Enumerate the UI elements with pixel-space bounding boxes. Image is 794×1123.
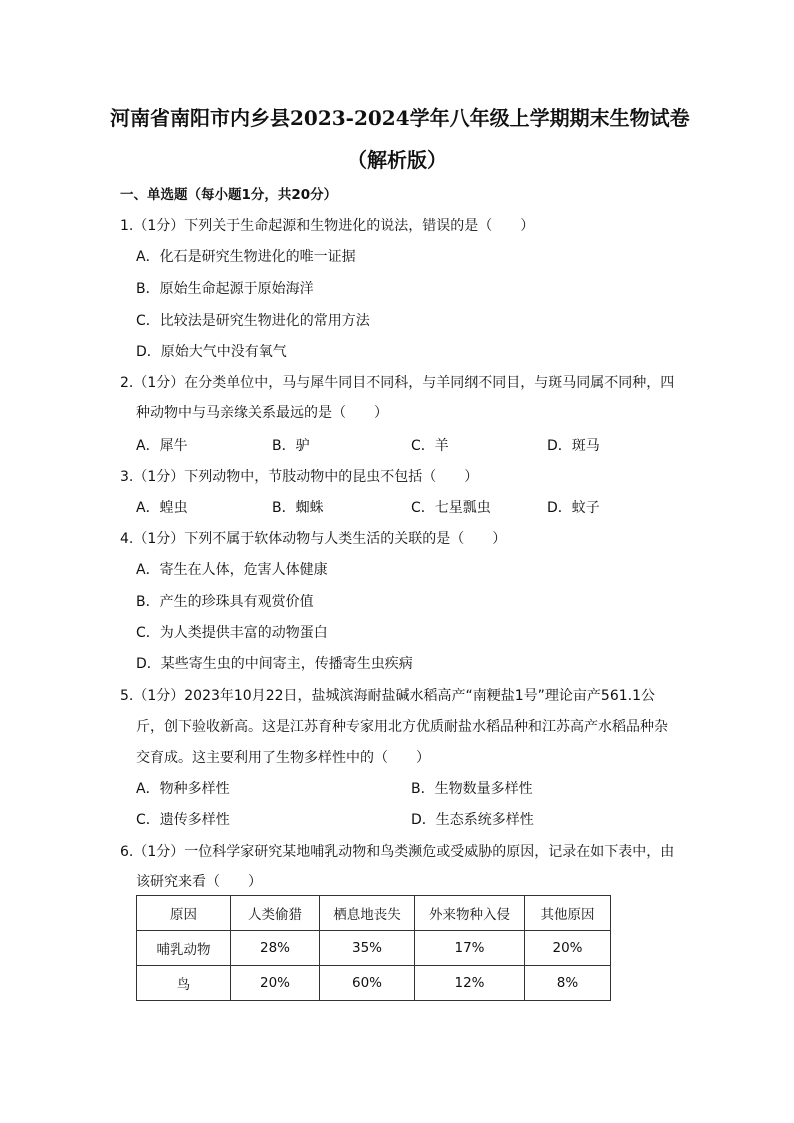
question-3-option-b: B．蜘蛛 bbox=[272, 500, 324, 516]
question-4-option-b: B．产生的珍珠具有观赏价值 bbox=[136, 594, 314, 610]
table-cell: 8% bbox=[525, 966, 611, 1001]
question-2-option-c: C．羊 bbox=[411, 438, 449, 454]
question-5-option-b: B．生物数量多样性 bbox=[411, 781, 533, 797]
table-header-cell: 人类偷猎 bbox=[231, 896, 320, 931]
question-5-option-c: C．遗传多样性 bbox=[136, 812, 230, 828]
table-header-cell: 原因 bbox=[137, 896, 231, 931]
table-header-cell: 栖息地丧失 bbox=[320, 896, 415, 931]
question-3-option-c: C．七星瓢虫 bbox=[411, 500, 491, 516]
table-row bbox=[137, 966, 611, 1001]
question-6-stem-line1: 6.（1分）一位科学家研究某地哺乳动物和鸟类濒危或受威胁的原因，记录在如下表中，由 bbox=[120, 844, 675, 860]
question-1-option-c: C．比较法是研究生物进化的常用方法 bbox=[136, 313, 370, 329]
question-1-stem: 1.（1分）下列关于生命起源和生物进化的说法，错误的是（ ） bbox=[120, 218, 535, 234]
question-4-option-c: C．为人类提供丰富的动物蛋白 bbox=[136, 625, 328, 641]
question-5-stem-line1: 5.（1分）2023年10月22日，盐城滨海耐盐碱水稻高产“南粳盐1号”理论亩产561.1公 bbox=[120, 688, 656, 704]
table-cell: 20% bbox=[525, 931, 611, 966]
table-cell: 哺乳动物 bbox=[137, 931, 231, 966]
question-5-stem-line3: 交育成。这主要利用了生物多样性中的（ ） bbox=[136, 750, 430, 766]
question-2-option-d: D．斑马 bbox=[547, 438, 600, 454]
question-5-stem-line2: 斤，创下验收新高。这是江苏育种专家用北方优质耐盐水稻品种和江苏高产水稻品种杂 bbox=[136, 719, 668, 735]
question-6-stem-line2: 该研究来看（ ） bbox=[136, 874, 262, 890]
question-2-option-a: A．犀牛 bbox=[136, 438, 188, 454]
question-4-option-d: D．某些寄生虫的中间寄主，传播寄生虫疾病 bbox=[136, 656, 413, 672]
question-5-option-a: A．物种多样性 bbox=[136, 781, 230, 797]
page-title: 河南省南阳市内乡县2023-2024学年八年级上学期期末生物试卷 bbox=[110, 106, 690, 130]
table-cell: 12% bbox=[415, 966, 525, 1001]
question-4-stem: 4.（1分）下列不属于软体动物与人类生活的关联的是（ ） bbox=[120, 531, 507, 547]
question-1-option-a: A．化石是研究生物进化的唯一证据 bbox=[136, 249, 356, 265]
table-header-cell: 其他原因 bbox=[525, 896, 611, 931]
table-cell: 60% bbox=[320, 966, 415, 1001]
question-4-option-a: A．寄生在人体，危害人体健康 bbox=[136, 562, 328, 578]
table-row bbox=[137, 931, 611, 966]
question-3-option-d: D．蚊子 bbox=[547, 500, 600, 516]
question-5-option-d: D．生态系统多样性 bbox=[411, 812, 534, 828]
table-cell: 鸟 bbox=[137, 966, 231, 1001]
question-2-stem-line1: 2.（1分）在分类单位中，马与犀牛同目不同科，与羊同纲不同目，与斑马同属不同种，四 bbox=[120, 375, 675, 391]
table-cell: 17% bbox=[415, 931, 525, 966]
question-1-option-b: B．原始生命起源于原始海洋 bbox=[136, 281, 314, 297]
threat-cause-table bbox=[136, 895, 611, 1001]
question-2-stem-line2: 种动物中与马亲缘关系最远的是（ ） bbox=[136, 405, 388, 421]
table-header-row bbox=[137, 896, 611, 931]
table-cell: 35% bbox=[320, 931, 415, 966]
section-heading: 一、单选题（每小题1分，共20分） bbox=[120, 187, 338, 203]
table-header-cell: 外来物种入侵 bbox=[415, 896, 525, 931]
question-1-option-d: D．原始大气中没有氧气 bbox=[136, 344, 287, 360]
table-cell: 28% bbox=[231, 931, 320, 966]
table-cell: 20% bbox=[231, 966, 320, 1001]
question-3-option-a: A．蝗虫 bbox=[136, 500, 188, 516]
question-2-option-b: B．驴 bbox=[272, 438, 310, 454]
question-3-stem: 3.（1分）下列动物中，节肢动物中的昆虫不包括（ ） bbox=[120, 469, 479, 485]
page-subtitle: （解析版） bbox=[347, 148, 447, 172]
